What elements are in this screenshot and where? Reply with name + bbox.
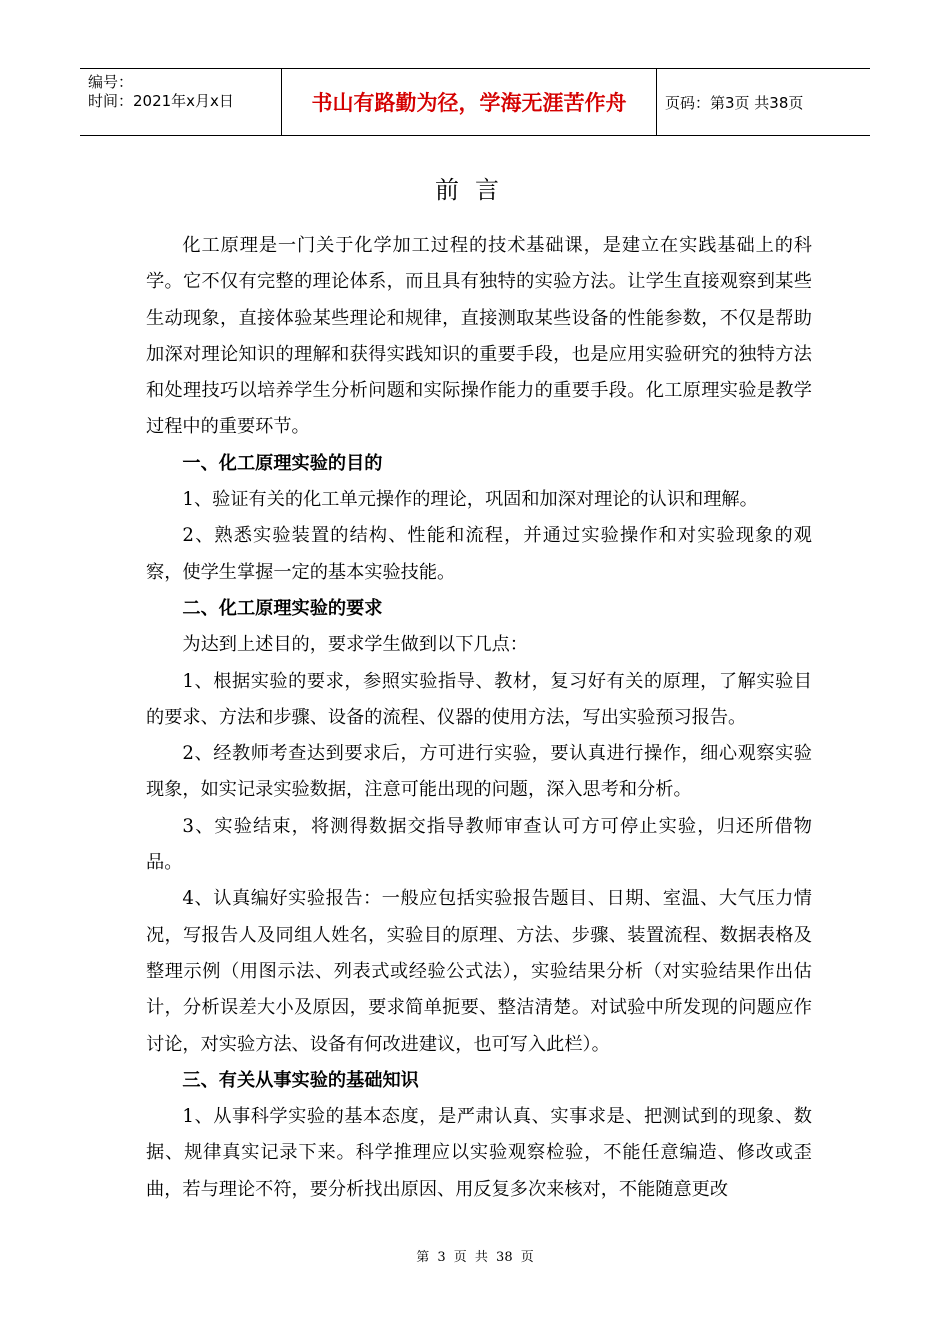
paragraph: 2、经教师考查达到要求后，方可进行实验，要认真进行操作，细心观察实验现象，如实记录实验数据，注意可能出现的问题，深入思考和分析。 — [146, 743, 812, 801]
paragraph: 2、熟悉实验装置的结构、性能和流程，并通过实验操作和对实验现象的观察，使学生掌握一定的基本实验技能。 — [146, 525, 812, 583]
document-header — [80, 68, 870, 136]
header-date: 时间：2021年x月x日 — [88, 92, 234, 110]
paragraph: 1、从事科学实验的基本态度，是严肃认真、实事求是、把测试到的现象、数据、规律真实记录下来。科学推理应以实验观察检验，不能任意编造、修改或歪曲，若与理论不符，要分析找出原因、用反复多次来核对，不能随意更改 — [146, 1106, 812, 1200]
paragraph-intro: 化工原理是一门关于化学加工过程的技术基础课，是建立在实践基础上的科学。它不仅有完整的理论体系，而且具有独特的实验方法。让学生直接观察到某些生动现象，直接体验某些理论和规律，直接测取某些设备的性能参数，不仅是帮助加深对理论知识的理解和获得实践知识的重要手段，也是应用实验研究的独特方法和处理技巧以培养学生分析问题和实际操作能力的重要手段。化工原理实验是教学过程中的重要环节。 — [146, 235, 812, 438]
page-footer: 第 3 页 共 38 页 — [416, 1250, 534, 1265]
document-body — [146, 228, 812, 1208]
header-page-info: 页码：第3页 共38页 — [665, 93, 804, 112]
header-number: 编号： — [88, 73, 134, 91]
paragraph: 1、验证有关的化工单元操作的理论，巩固和加深对理论的认识和理解。 — [182, 489, 758, 511]
header-meta — [80, 69, 282, 135]
section-heading-1: 一、化工原理实验的目的 — [182, 452, 383, 474]
header-motto: 书山有路勤为径，学海无涯苦作舟 — [282, 69, 657, 135]
paragraph: 1、根据实验的要求，参照实验指导、教材，复习好有关的原理，了解实验目的要求、方法和步骤、设备的流程、仪器的使用方法，写出实验预习报告。 — [146, 670, 812, 728]
paragraph: 4、认真编好实验报告：一般应包括实验报告题目、日期、室温、大气压力情况，写报告人及同组人姓名，实验目的原理、方法、步骤、装置流程、数据表格及整理示例（用图示法、列表式或经验公式法），实验结果分析（对实验结果作出估计，分析误差大小及原因，要求简单扼要、整洁清楚。对试验中所发现的问题应作讨论，对实验方法、设备有何改进建议，也可写入此栏）。 — [146, 888, 812, 1055]
page-title: 前言 — [435, 176, 515, 204]
section-heading-2: 二、化工原理实验的要求 — [182, 597, 383, 619]
paragraph: 为达到上述目的，要求学生做到以下几点： — [182, 634, 528, 656]
paragraph: 3、实验结束，将测得数据交指导教师审查认可方可停止实验，归还所借物品。 — [146, 815, 812, 874]
section-heading-3: 三、有关从事实验的基础知识 — [182, 1069, 419, 1091]
